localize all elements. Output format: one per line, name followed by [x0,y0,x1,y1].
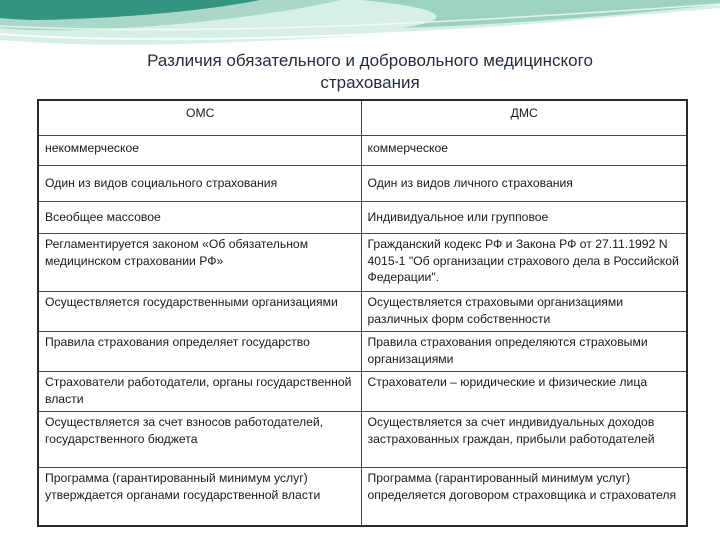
slide-title-line2: страхования [320,73,420,92]
table-header-row [38,100,687,136]
cell-dms: Правила страхования определяются страховыми организациями [361,332,687,372]
cell-oms: Всеобщее массовое [38,202,361,234]
cell-oms: некоммерческое [38,136,361,166]
cell-oms: Осуществляется за счет взносов работодателей, государственного бюджета [38,412,361,468]
cell-dms: Один из видов личного страхования [361,166,687,202]
cell-oms: Один из видов социального страхования [38,166,361,202]
cell-dms: Осуществляется за счет индивидуальных доходов застрахованных граждан, прибыли работодателей [361,412,687,468]
table-row [38,202,687,234]
table-row [38,136,687,166]
table-row [38,412,687,468]
cell-dms: Индивидуальное или групповое [361,202,687,234]
header-dms: ДМС [361,100,687,136]
table-row [38,468,687,526]
cell-oms: Регламентируется законом «Об обязательном медицинском страховании РФ» [38,234,361,292]
slide-title-line1: Различия обязательного и добровольного медицинского [147,51,593,70]
cell-oms: Правила страхования определяет государство [38,332,361,372]
cell-oms: Страхователи работодатели, органы государственной власти [38,372,361,412]
cell-dms: Осуществляется страховыми организациями различных форм собственности [361,292,687,332]
comparison-table [37,99,688,527]
cell-dms: Страхователи – юридические и физические лица [361,372,687,412]
table-row [38,166,687,202]
cell-dms: Гражданский кодекс РФ и Закона РФ от 27.11.1992 N 4015-1 "Об организации страхового дела в Российской Федерации". [361,234,687,292]
header-oms: ОМС [38,100,361,136]
cell-dms: Программа (гарантированный минимум услуг) определяется договором страховщика и страхователя [361,468,687,526]
table-row [38,292,687,332]
table-row [38,234,687,292]
cell-dms: коммерческое [361,136,687,166]
table-row [38,332,687,372]
cell-oms: Программа (гарантированный минимум услуг) утверждается органами государственной власти [38,468,361,526]
table-row [38,372,687,412]
slide-title [80,50,660,94]
cell-oms: Осуществляется государственными организациями [38,292,361,332]
